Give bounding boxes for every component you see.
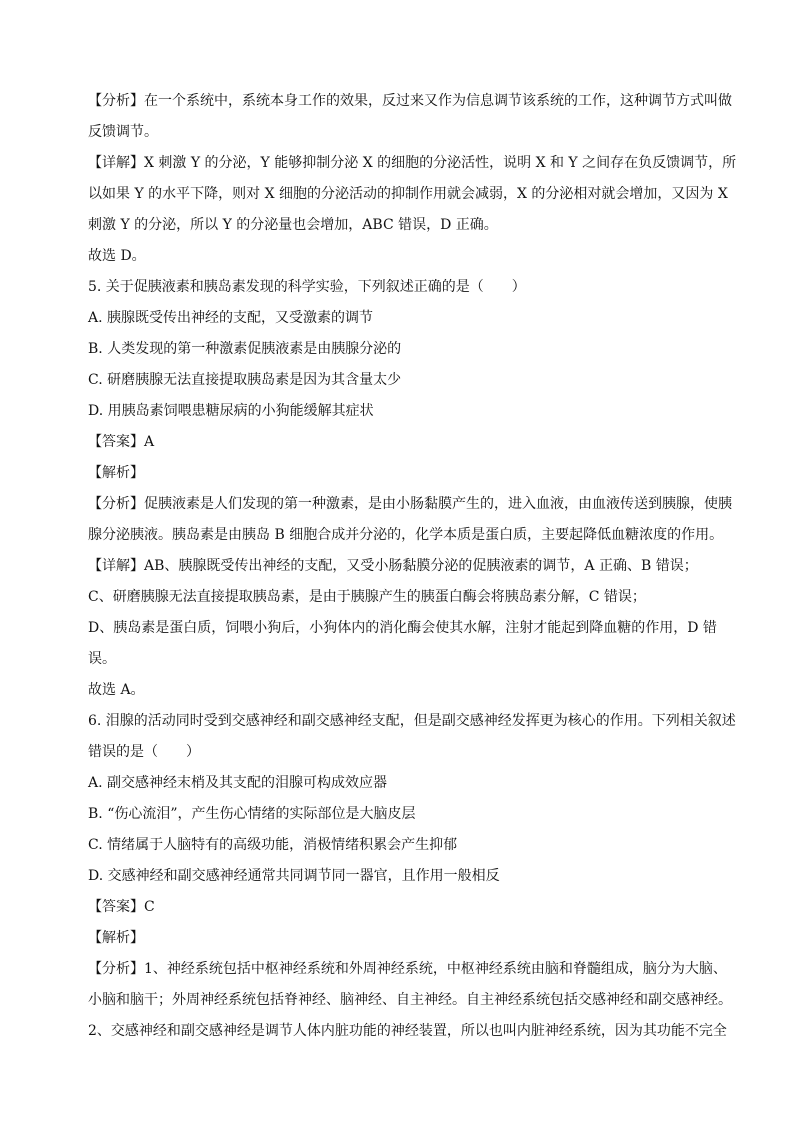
text-line: 【解析】 <box>88 465 144 481</box>
paragraph <box>88 148 737 241</box>
text-line: 以如果 Y 的水平下降，则对 X 细胞的分泌活动的抑制作用就会减弱，X 的分泌相对就会增加，又因为 X <box>88 186 728 202</box>
document-page <box>88 86 737 1047</box>
text-line: A. 副交感神经末梢及其支配的泪腺可构成效应器 <box>88 775 388 791</box>
text-line: 【解析】 <box>88 930 144 946</box>
answer-option <box>88 303 720 334</box>
text-line: D. 用胰岛素饲喂患糖尿病的小狗能缓解其症状 <box>88 403 374 419</box>
answer-option <box>88 768 720 799</box>
text-line: 腺分泌胰液。胰岛素是由胰岛 B 细胞合成并分泌的，化学本质是蛋白质，主要起降低血糖浓度的作用。 <box>88 527 724 543</box>
text-line: C、研磨胰腺无法直接提取胰岛素，是由于胰腺产生的胰蛋白酶会将胰岛素分解，C 错误； <box>88 589 646 605</box>
text-line: 6. 泪腺的活动同时受到交感神经和副交感神经支配，但是副交感神经发挥更为核心的作用。下列相关叙述 <box>88 713 736 729</box>
paragraph <box>88 923 720 954</box>
text-line: 小脑和脑干；外周神经系统包括脊神经、脑神经、自主神经。自主神经系统包括交感神经和副交感神经。 <box>88 992 732 1008</box>
answer-option <box>88 861 720 892</box>
paragraph <box>88 458 720 489</box>
paragraph <box>88 582 720 613</box>
answer-option <box>88 365 720 396</box>
text-line: 【详解】AB、胰腺既受传出神经的支配，又受小肠黏膜分泌的促胰液素的调节，A 正确、B 错误； <box>88 558 698 574</box>
paragraph <box>88 954 732 1016</box>
paragraph <box>88 427 720 458</box>
paragraph <box>88 613 720 675</box>
text-line: C. 研磨胰腺无法直接提取胰岛素是因为其含量太少 <box>88 372 402 388</box>
question-stem <box>88 706 736 768</box>
question-stem <box>88 272 720 303</box>
text-line: D. 交感神经和副交感神经通常共同调节同一器官，且作用一般相反 <box>88 868 500 884</box>
text-line: B. 人类发现的第一种激素促胰液素是由胰腺分泌的 <box>88 341 402 357</box>
answer-option <box>88 830 720 861</box>
text-line: A. 胰腺既受传出神经的支配，又受激素的调节 <box>88 310 374 326</box>
paragraph <box>88 241 720 272</box>
text-line: D、胰岛素是蛋白质，饲喂小狗后，小狗体内的消化酶会使其水解，注射才能起到降血糖的作用，D 错 <box>88 620 717 636</box>
text-line: 【分析】在一个系统中，系统本身工作的效果，反过来又作为信息调节该系统的工作，这种调节方式叫做 <box>88 93 732 109</box>
paragraph <box>88 1016 727 1047</box>
text-line: C. 情绪属于人脑特有的高级功能，消极情绪积累会产生抑郁 <box>88 837 458 853</box>
paragraph <box>88 86 732 148</box>
text-line: 5. 关于促胰液素和胰岛素发现的科学实验，下列叙述正确的是（ ） <box>88 279 526 295</box>
text-line: 【答案】A <box>88 434 155 450</box>
paragraph <box>88 892 720 923</box>
paragraph <box>88 551 720 582</box>
text-line: 刺激 Y 的分泌，所以 Y 的分泌量也会增加，ABC 错误，D 正确。 <box>88 217 498 233</box>
text-line: 反馈调节。 <box>88 124 158 140</box>
text-line: 【分析】1、神经系统包括中枢神经系统和外周神经系统，中枢神经系统由脑和脊髓组成，脑分为大脑、 <box>88 961 727 977</box>
text-line: B. “伤心流泪”，产生伤心情绪的实际部位是大脑皮层 <box>88 806 416 822</box>
answer-option <box>88 334 720 365</box>
text-line: 【分析】促胰液素是人们发现的第一种激素，是由小肠黏膜产生的，进入血液，由血液传送到胰腺，使胰 <box>88 496 732 512</box>
text-line: 误。 <box>88 651 116 667</box>
paragraph <box>88 489 732 551</box>
paragraph <box>88 675 720 706</box>
text-line: 2、交感神经和副交感神经是调节人体内脏功能的神经装置，所以也叫内脏神经系统，因为其功能不完全 <box>88 1023 727 1039</box>
answer-option <box>88 799 720 830</box>
text-line: 【详解】X 刺激 Y 的分泌，Y 能够抑制分泌 X 的细胞的分泌活性，说明 X 和 Y 之间存在负反馈调节，所 <box>88 155 737 171</box>
text-line: 故选 A。 <box>88 682 145 698</box>
answer-option <box>88 396 720 427</box>
text-line: 错误的是（ ） <box>88 744 200 760</box>
text-line: 【答案】C <box>88 899 155 915</box>
text-line: 故选 D。 <box>88 248 146 264</box>
